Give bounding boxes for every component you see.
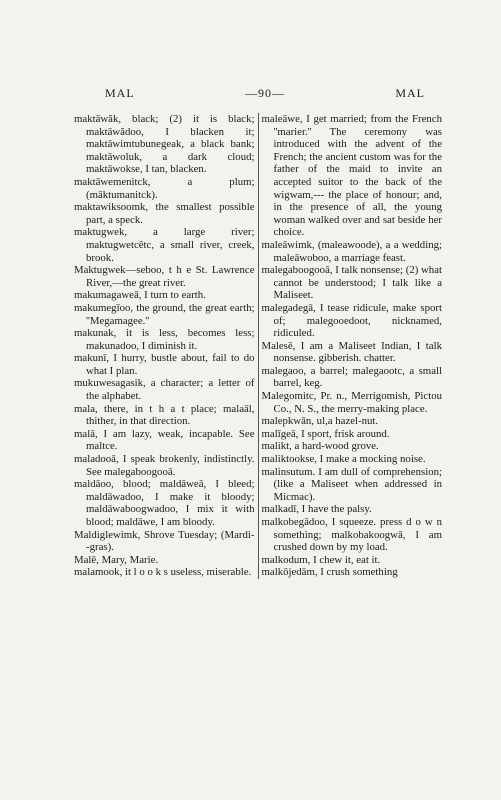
dictionary-entry: malkodum, I chew it, eat it. xyxy=(261,553,381,566)
dictionary-entry: maktawiksoomk, the smallest possible part, a speck. xyxy=(74,201,255,226)
dictionary-entry: makunī, I hurry, bustle about, fail to do what I plan. xyxy=(74,352,255,377)
right-column xyxy=(259,113,443,579)
dictionary-entry: maktāwemenitck, a plum; (māktumanitck). xyxy=(74,175,255,201)
dictionary-entry: makumegīoo, the ground, the great earth; ''Megamagee.'' xyxy=(74,301,255,327)
dictionary-entry: malepkwān, ul,a hazel-nut. xyxy=(261,415,379,428)
dictionary-entry: malinsutum. I am dull of comprehension; (like a Maliseet when addressed in Micmac). xyxy=(261,465,442,503)
dictionary-entry: Maldiglewimk, Shrove Tuesday; (Mardi--gras). xyxy=(74,528,255,554)
dictionary-entry: mala, there, in t h a t place; malaāl, thither, in that direction. xyxy=(74,402,255,428)
left-column xyxy=(74,113,259,579)
page-number: —90— xyxy=(245,86,285,100)
header-left: MAL xyxy=(105,86,135,100)
dictionary-entry: maleāwimk, (maleawoode), a a wedding; maleāwoboo, a marriage feast. xyxy=(261,238,442,264)
entry-columns xyxy=(74,113,442,579)
dictionary-entry: Maktugwek—seboo, t h e St. Lawrence River,—the great river. xyxy=(74,264,255,289)
dictionary-entry: makunak, it is less, becomes less; makunadoo, I diminish it. xyxy=(74,327,255,352)
dictionary-entry: Malē, Mary, Marie. xyxy=(74,553,159,566)
dictionary-entry: malikt, a hard-wood grove. xyxy=(261,440,379,453)
dictionary-entry: malkōjedām, I crush something xyxy=(261,566,398,579)
dictionary-entry: maliktookse, I make a mocking noise. xyxy=(261,453,426,466)
dictionary-entry: maleāwe, I get married; from the French ''marier.'' The ceremony was introduced with the advent of the French; the ancient custom was for the father of the maid to invite an accepted suitor to the back of the wigwam,--- the place of honour; and, in the presence of all, the young woman walked over and sat beside her choice. xyxy=(261,113,442,239)
dictionary-entry: maktāwăk, black; (2) it is black; maktāwădoo, I blacken it; maktāwimtubunegeak, a black bank; maktāwoluk, a dark cloud; maktāwokse, I tan, blacken. xyxy=(74,113,255,176)
dictionary-entry: malīgeā, I sport, frisk around. xyxy=(261,427,390,440)
dictionary-entry: maldāoo, blood; maldāweā, I bleed; maldāwadoo, I make it bloody; maldāwaboogwadoo, I mix it with blood; maldāwe, I am bloody. xyxy=(74,478,255,528)
running-head xyxy=(105,86,425,101)
dictionary-entry: malegaoo, a barrel; malegaootc, a small barrel, keg. xyxy=(261,364,442,390)
dictionary-entry: mukuwesagasik, a character; a letter of the alphabet. xyxy=(74,377,255,403)
dictionary-entry: malamook, it l o o k s useless, miserable. xyxy=(74,566,252,579)
header-right: MAL xyxy=(395,86,425,100)
dictionary-entry: Malegomitc, Pr. n., Merrigomish, Pictou Co., N. S., the merry-making place. xyxy=(261,390,442,415)
dictionary-entry: malegadegā, I tease ridicule, make sport of; malegooedoot, nicknamed, ridiculed. xyxy=(261,301,442,340)
dictionary-entry: malkobegādoo, I squeeze. press d o w n something; malkobakoogwā, I am crushed down by my load. xyxy=(261,516,442,554)
dictionary-entry: malkadī, I have the palsy. xyxy=(261,503,372,516)
dictionary-entry: malegaboogooā, I talk nonsense; (2) what cannot be understood; I talk like a Maliseet. xyxy=(261,264,442,302)
dictionary-entry: malā, I am lazy, weak, incapable. See maltce. xyxy=(74,427,255,453)
dictionary-entry: makumagaweā, I turn to earth. xyxy=(74,289,206,302)
dictionary-entry: maladooā, I speak brokenly, indistinctly. See malegaboogooā. xyxy=(74,453,255,478)
dictionary-entry: Malesē, I am a Maliseet Indian, I talk nonsense. gibberish. chatter. xyxy=(261,339,442,365)
dictionary-entry: maktugwek, a large river; maktugwetcētc, a small river, creek, brook. xyxy=(74,226,255,264)
